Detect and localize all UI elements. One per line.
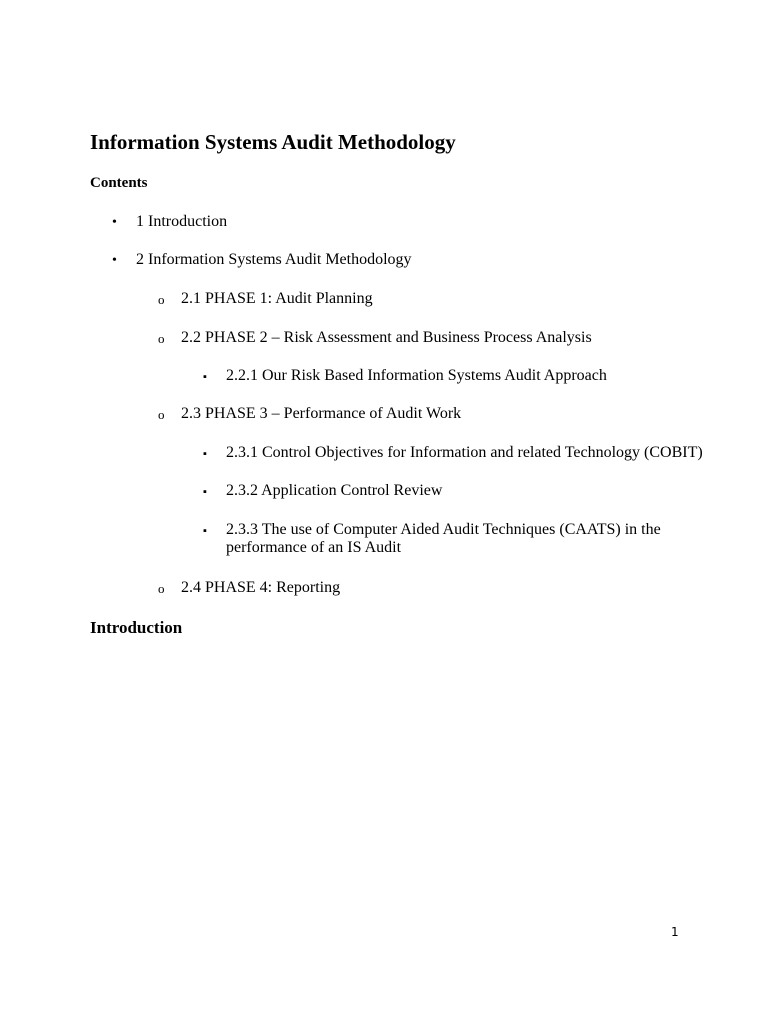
toc-link[interactable]: 2.3.3 The use of Computer Aided Audit Techniques (CAATS) in the performance of an IS Audit <box>226 521 661 556</box>
circle-bullet-icon: o <box>158 407 165 422</box>
toc-link[interactable]: 2.2.1 Our Risk Based Information Systems Audit Approach <box>226 367 607 384</box>
bullet-icon: • <box>112 215 117 230</box>
document-title: Information Systems Audit Methodology <box>90 130 456 154</box>
toc-subsubitem[interactable] <box>0 521 768 561</box>
toc-subsubitem[interactable] <box>0 367 768 387</box>
circle-bullet-icon: o <box>158 581 165 596</box>
section-heading-introduction: Introduction <box>90 618 183 637</box>
circle-bullet-icon: o <box>158 331 165 346</box>
square-bullet-icon: ▪ <box>203 486 207 498</box>
bullet-icon: • <box>112 253 117 268</box>
toc-subitem[interactable] <box>0 329 768 349</box>
toc-link[interactable]: 2.3.2 Application Control Review <box>226 482 443 499</box>
toc-link[interactable]: 2.2 PHASE 2 – Risk Assessment and Business Process Analysis <box>181 329 592 346</box>
toc-link[interactable]: 2 Information Systems Audit Methodology <box>136 251 412 268</box>
contents-heading: Contents <box>90 175 148 191</box>
square-bullet-icon: ▪ <box>203 525 207 537</box>
toc-link[interactable]: 2.3 PHASE 3 – Performance of Audit Work <box>181 405 462 422</box>
square-bullet-icon: ▪ <box>203 448 207 460</box>
toc-subitem[interactable] <box>0 405 768 425</box>
toc-subitem[interactable] <box>0 290 768 310</box>
toc-subitem[interactable] <box>0 579 768 599</box>
page-number: 1 <box>671 925 679 939</box>
toc-link[interactable]: 2.3.1 Control Objectives for Information and related Technology (COBIT) <box>226 444 703 461</box>
toc-link[interactable]: 2.1 PHASE 1: Audit Planning <box>181 290 373 307</box>
toc-link[interactable]: 1 Introduction <box>136 213 228 230</box>
toc-subsubitem[interactable] <box>0 482 768 502</box>
toc-subsubitem[interactable] <box>0 444 768 464</box>
toc-item[interactable] <box>0 251 768 271</box>
toc-item[interactable] <box>0 213 768 233</box>
square-bullet-icon: ▪ <box>203 371 207 383</box>
circle-bullet-icon: o <box>158 292 165 307</box>
toc-link[interactable]: 2.4 PHASE 4: Reporting <box>181 579 341 596</box>
